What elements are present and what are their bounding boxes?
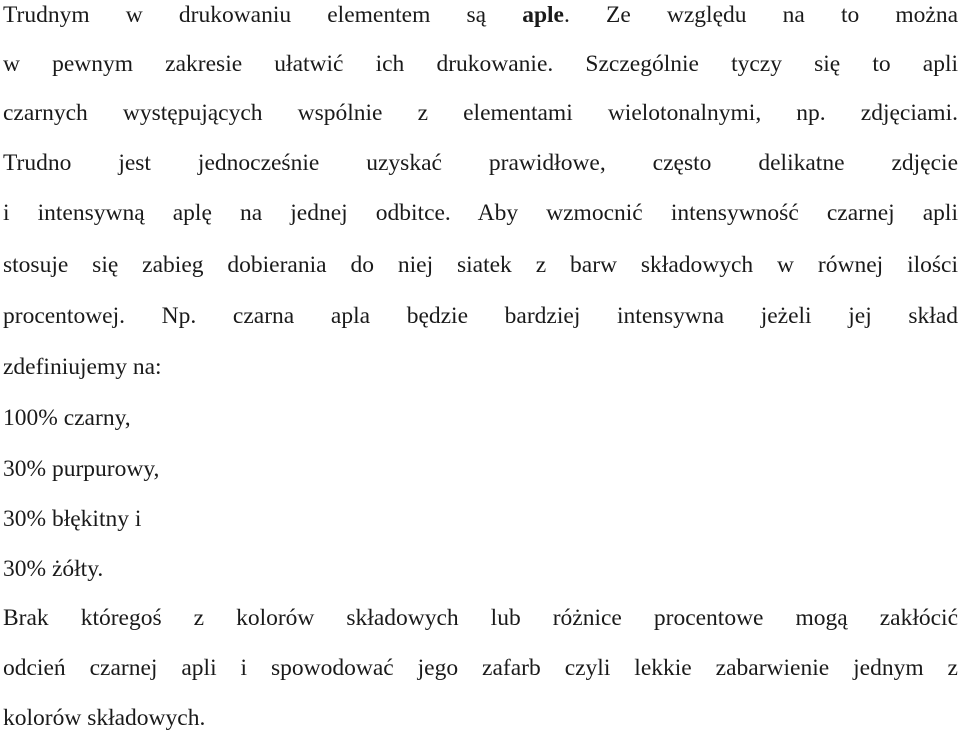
paragraph-text: Trudnym w drukowaniu elementem są: [3, 2, 487, 28]
paragraph-line: [3, 0, 958, 30]
paragraph-line: czarnych występujących wspólnie z elementami wielotonalnymi, np. zdjęciami.: [3, 100, 958, 126]
paragraph-line: Brak któregoś z kolorów składowych lub różnice procentowe mogą zakłócić: [3, 605, 958, 631]
paragraph-line: w pewnym zakresie ułatwić ich drukowanie. Szczególnie tyczy się to apli: [3, 51, 958, 77]
composition-item: 30% błękitny i: [3, 506, 142, 532]
paragraph-line: zdefiniujemy na:: [3, 354, 162, 380]
paragraph-line: i intensywną aplę na jednej odbitce. Aby wzmocnić intensywność czarnej apli: [3, 200, 958, 226]
paragraph-line: procentowej. Np. czarna apla będzie bardziej intensywna jeżeli jej skład: [3, 303, 958, 329]
paragraph-line: odcień czarnej apli i spowodować jego zafarb czyli lekkie zabarwienie jednym z: [3, 655, 958, 681]
paragraph-text: . Ze względu na to można: [563, 2, 959, 28]
composition-item: 30% żółty.: [3, 556, 104, 582]
paragraph-line: kolorów składowych.: [3, 705, 206, 731]
composition-item: 100% czarny,: [3, 405, 131, 431]
bold-term: aple: [522, 2, 564, 28]
paragraph-line: stosuje się zabieg dobierania do niej siatek z barw składowych w równej ilości: [3, 252, 958, 278]
paragraph-line: Trudno jest jednocześnie uzyskać prawidłowe, często delikatne zdjęcie: [3, 150, 958, 176]
composition-item: 30% purpurowy,: [3, 456, 160, 482]
